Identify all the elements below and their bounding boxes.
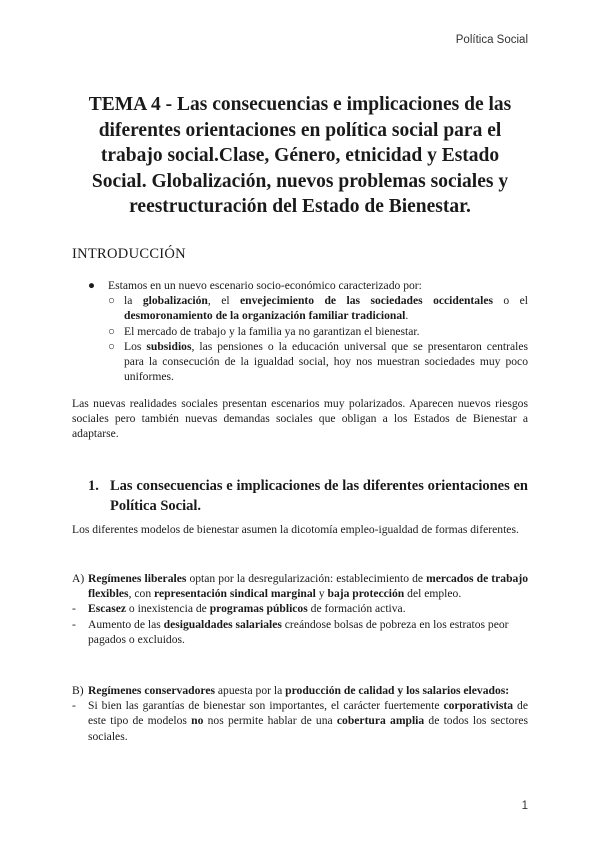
circle-bullet-icon: ○ [108,324,116,338]
dash-marker: - [72,617,76,631]
item-label: A) [72,572,85,585]
bullet-icon: ● [88,279,96,292]
section-title: Las consecuencias e implicaciones de las diferentes orientaciones en Política Social. [110,478,528,514]
dash-marker: - [72,602,76,616]
item-label: B) [72,684,84,697]
section-1-heading [88,476,528,516]
introduction-paragraph: Las nuevas realidades sociales presentan escenarios muy polarizados. Aparecen nuevos riesgos sociales pero también nuevas demandas sociales que obligan a los Estados de Bienestar a adaptarse. [72,397,528,441]
introduction-heading: INTRODUCCIÓN [72,246,186,262]
page-number: 1 [521,800,528,812]
circle-bullet-icon: ○ [108,339,116,353]
dash-list-item: - Si bien las garantías de bienestar son importantes, el carácter fuertemente corporativista de este tipo de modelos no nos permite hablar de una cobertura amplia de todos los sectores sociales. [72,699,528,743]
section-1-paragraph: Los diferentes modelos de bienestar asumen la dicotomía empleo-igualdad de formas diferentes. [72,523,519,536]
list-item-text: Estamos en un nuevo escenario socio-económico caracterizado por: [108,279,422,292]
circle-bullet-icon: ○ [108,294,116,308]
regime-a-heading: A) Regímenes liberales optan por la desregularización: establecimiento de mercados de trabajo flexibles, con representación sindical marginal y baja protección del empleo. [72,572,529,601]
sub-list-item: ○ la globalización, el envejecimiento de las sociedades occidentales o el desmoronamiento de la organización familiar tradicional. [108,294,529,323]
dash-list-item: - Aumento de las desigualdades salariales creándose bolsas de pobreza en los estratos peor pagados o excluidos. [72,617,509,646]
running-header: Política Social [455,34,528,46]
regime-b-heading: B) Regímenes conservadores apuesta por la producción de calidad y los salarios elevados: [72,684,510,697]
list-item [88,278,528,293]
section-number: 1. [88,478,99,494]
dash-list-item: - Escasez o inexistencia de programas públicos de formación activa. [72,602,406,616]
sub-list-item: ○ Los subsidios, las pensiones o la educación universal que se presentaron centrales para la consecución de la igualdad social, hoy nos muestran sociedades muy poco uniformes. [108,339,528,384]
dash-marker: - [72,699,76,713]
regime-a-block [72,571,528,647]
introduction-bullets [88,278,528,384]
document-title: TEMA 4 - Las consecuencias e implicaciones de las diferentes orientaciones en política social para el trabajo social.Clase, Género, etnicidad y Estado Social. Globalización, nuevos problemas sociales y reestructuración del Estado de Bienestar. [88,94,512,218]
regime-b-block [72,683,528,744]
sub-list-item: ○ El mercado de trabajo y la familia ya no garantizan el bienestar. [108,324,420,338]
